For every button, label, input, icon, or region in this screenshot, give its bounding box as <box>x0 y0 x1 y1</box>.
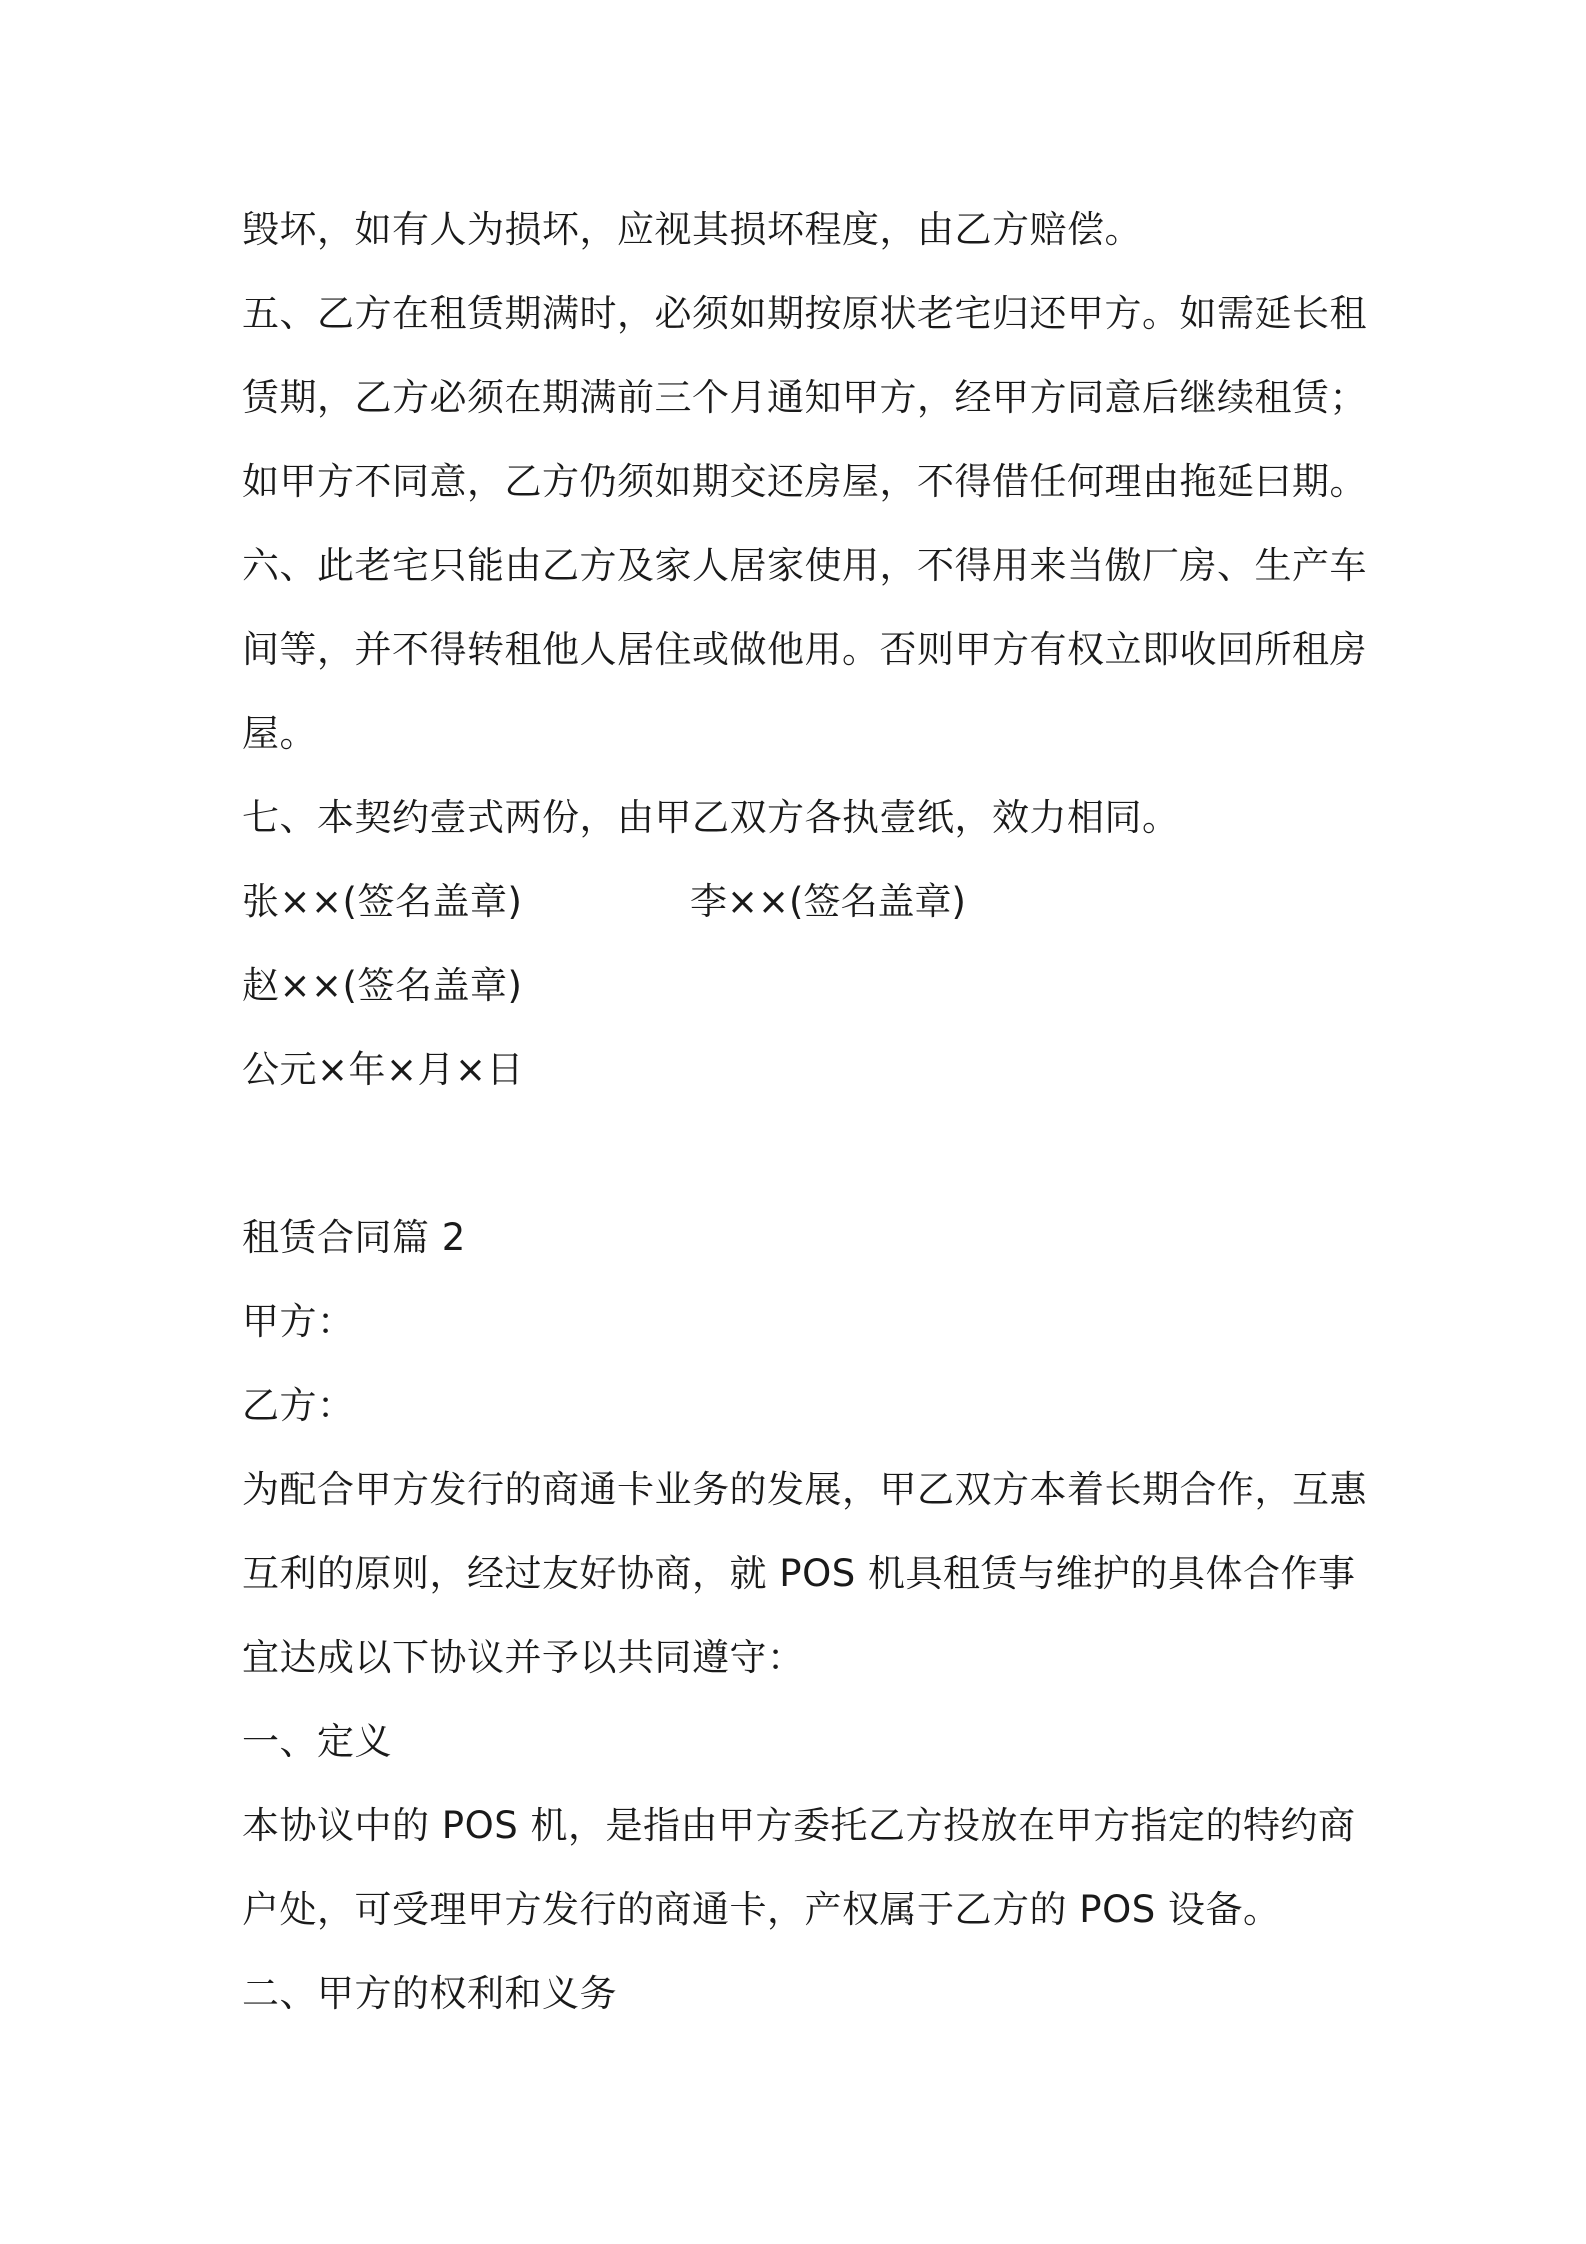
clause-6-line-1: 六、此老宅只能由乙方及家人居家使用，不得用来当傲厂房、生产车 <box>242 544 1367 587</box>
text-line: 毁坏，如有人为损坏，应视其损坏程度，由乙方赔偿。 <box>242 208 1142 251</box>
preamble-line-1: 为配合甲方发行的商通卡业务的发展，甲乙双方本着长期合作，互惠 <box>242 1468 1367 1511</box>
clause-7-line: 七、本契约壹式两份，由甲乙双方各执壹纸，效力相同。 <box>242 796 1180 839</box>
definition-line-1: 本协议中的 POS 机，是指由甲方委托乙方投放在甲方指定的特约商 <box>242 1804 1356 1847</box>
clause-6-line-3: 屋。 <box>242 712 317 755</box>
definition-line-2: 户处，可受理甲方发行的商通卡，产权属于乙方的 POS 设备。 <box>242 1888 1281 1931</box>
signature-zhang: 张××(签名盖章) <box>242 880 523 923</box>
clause-5-line-1: 五、乙方在租赁期满时，必须如期按原状老宅归还甲方。如需延长租 <box>242 292 1367 335</box>
signature-zhao: 赵××(签名盖章) <box>242 964 523 1007</box>
section-title: 租赁合同篇 2 <box>242 1216 466 1259</box>
heading-party-a-rights: 二、甲方的权利和义务 <box>242 1972 617 2015</box>
preamble-line-3: 宜达成以下协议并予以共同遵守： <box>242 1636 805 1679</box>
clause-5-line-2: 赁期，乙方必须在期满前三个月通知甲方，经甲方同意后继续租赁； <box>242 376 1367 419</box>
party-a-label: 甲方： <box>242 1300 355 1343</box>
party-b-label: 乙方： <box>242 1384 355 1427</box>
clause-5-line-3: 如甲方不同意，乙方仍须如期交还房屋，不得借任何理由拖延曰期。 <box>242 460 1367 503</box>
preamble-line-2: 互利的原则，经过友好协商，就 POS 机具租赁与维护的具体合作事 <box>242 1552 1356 1595</box>
clause-6-line-2: 间等，并不得转租他人居住或做他用。否则甲方有权立即收回所租房 <box>242 628 1367 671</box>
signature-li: 李××(签名盖章) <box>690 880 966 923</box>
date-line: 公元×年×月×日 <box>242 1048 525 1091</box>
heading-definition: 一、定义 <box>242 1720 392 1763</box>
